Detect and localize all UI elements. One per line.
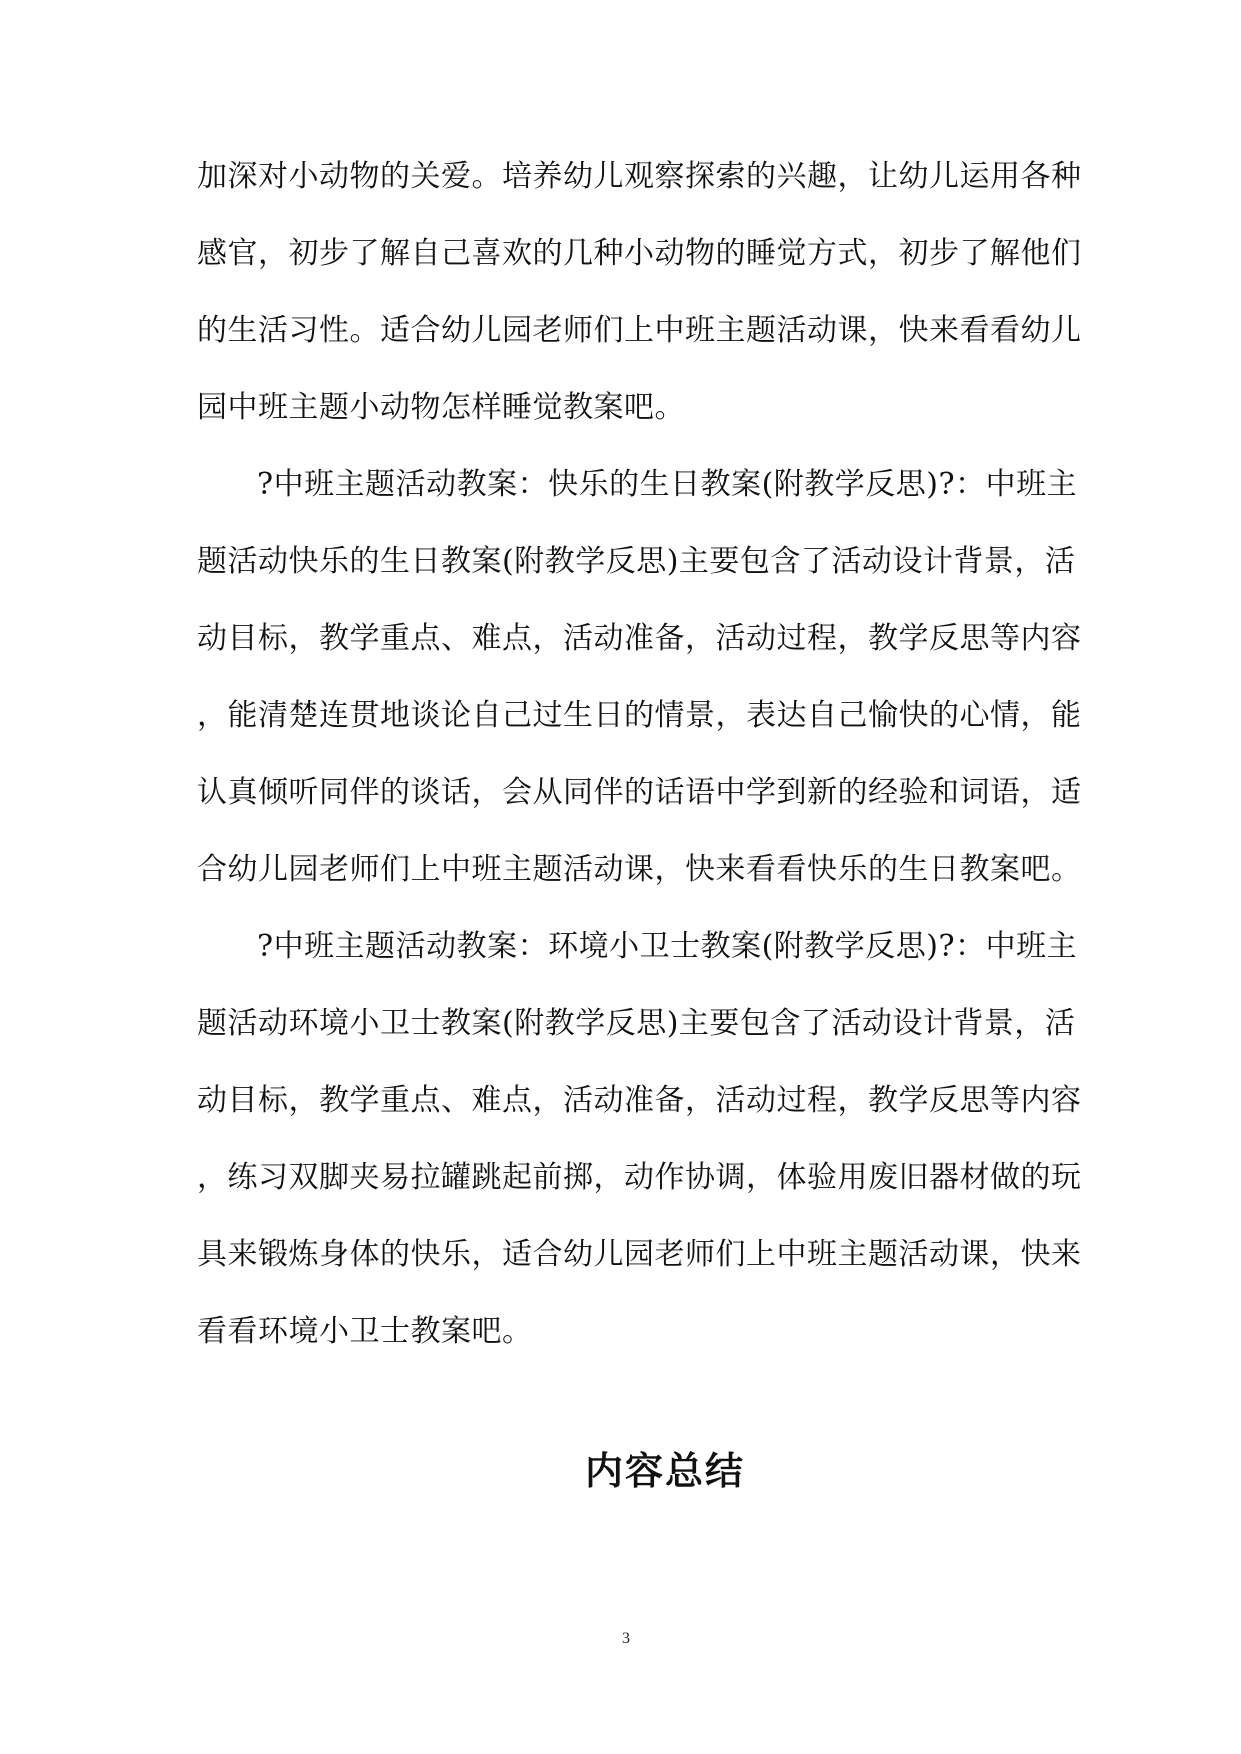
body-text-line: 加深对小动物的关爱。培养幼儿观察探索的兴趣，让幼儿运用各种 bbox=[197, 159, 1082, 194]
body-text-line: 动目标，教学重点、难点，活动准备，活动过程，教学反思等内容 bbox=[197, 1083, 1082, 1118]
paragraph-start-line: ?中班主题活动教案：快乐的生日教案(附教学反思)?：中班主 bbox=[257, 467, 1078, 502]
body-text-line: 认真倾听同伴的谈话，会从同伴的话语中学到新的经验和词语，适 bbox=[197, 775, 1082, 810]
body-text-line: 感官，初步了解自己喜欢的几种小动物的睡觉方式，初步了解他们 bbox=[197, 236, 1082, 271]
body-text-line: 合幼儿园老师们上中班主题活动课，快来看看快乐的生日教案吧。 bbox=[197, 852, 1082, 887]
body-text-line: 题活动环境小卫士教案(附教学反思)主要包含了活动设计背景，活 bbox=[197, 1006, 1076, 1041]
paragraph-start-line: ?中班主题活动教案：环境小卫士教案(附教学反思)?：中班主 bbox=[257, 929, 1078, 964]
body-text-line: 的生活习性。适合幼儿园老师们上中班主题活动课，快来看看幼儿 bbox=[197, 313, 1082, 348]
page-number: 3 bbox=[622, 1630, 630, 1647]
body-text-line: ，练习双脚夹易拉罐跳起前掷，动作协调，体验用废旧器材做的玩 bbox=[197, 1160, 1082, 1195]
body-text-line: 园中班主题小动物怎样睡觉教案吧。 bbox=[197, 390, 685, 425]
summary-heading: 内容总结 bbox=[584, 1449, 745, 1493]
body-text-line: 看看环境小卫士教案吧。 bbox=[197, 1314, 533, 1349]
body-text-line: 题活动快乐的生日教案(附教学反思)主要包含了活动设计背景，活 bbox=[197, 544, 1076, 579]
body-text-line: 具来锻炼身体的快乐，适合幼儿园老师们上中班主题活动课，快来 bbox=[197, 1237, 1082, 1272]
body-text-line: ，能清楚连贯地谈论自己过生日的情景，表达自己愉快的心情，能 bbox=[197, 698, 1082, 733]
body-text-line: 动目标，教学重点、难点，活动准备，活动过程，教学反思等内容 bbox=[197, 621, 1082, 656]
